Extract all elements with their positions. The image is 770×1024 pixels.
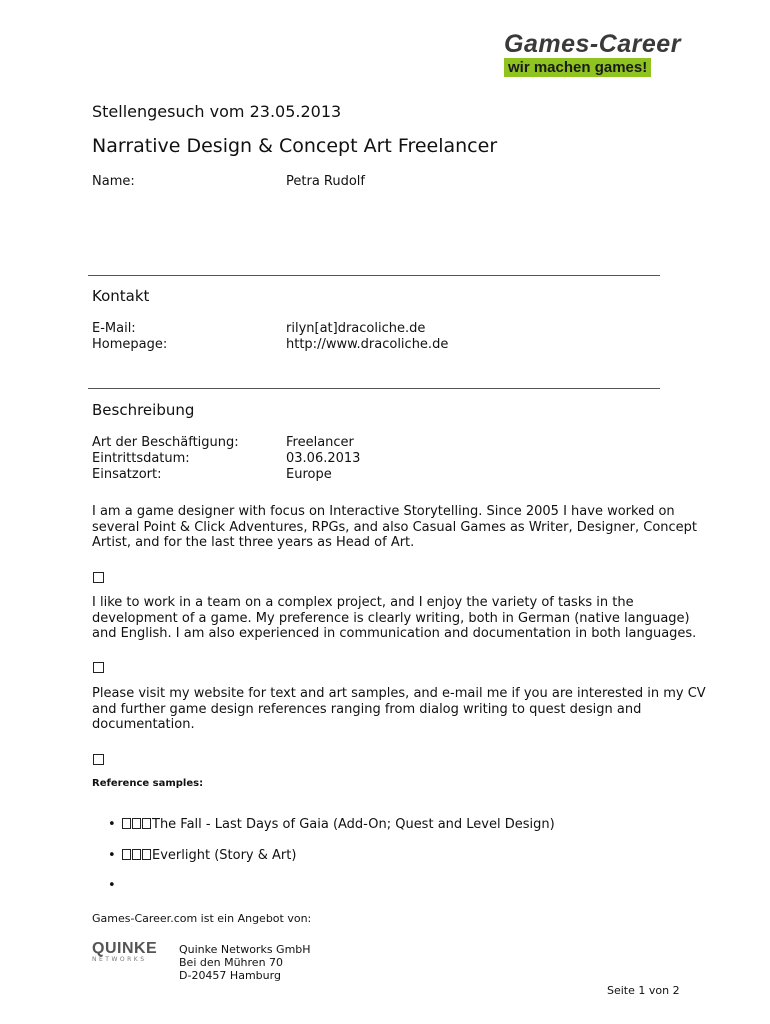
email-value: rilyn[at]dracoliche.de — [286, 321, 426, 336]
list-item — [108, 817, 555, 832]
section-divider — [88, 275, 660, 276]
empty-box-icon — [93, 568, 104, 587]
company-street: Bei den Mühren 70 — [179, 956, 284, 969]
kontakt-heading: Kontakt — [92, 287, 150, 305]
art-label: Art der Beschäftigung: — [92, 435, 239, 450]
bullet-icon: • — [108, 817, 116, 832]
company-city: D-20457 Hamburg — [179, 969, 281, 982]
reference-item: The Fall - Last Days of Gaia (Add-On; Quest and Level Design) — [152, 817, 555, 832]
description-paragraph: I like to work in a team on a complex project, and I enjoy the variety of tasks in the development of a game. My preference is clearly writing, both in German (native language) and English. I am also experienced in communication and documentation in both languages. — [92, 595, 697, 641]
logo-wordmark: Games-Career — [504, 30, 681, 58]
description-paragraph: I am a game designer with focus on Interactive Storytelling. Since 2005 I have worked on several Point & Click Adventures, RPGs, and also Casual Games as Writer, Designer, Concept Artist, and for the last three years as Head of Art. — [92, 504, 698, 550]
quinke-subtitle: NETWORKS — [92, 956, 147, 963]
reference-heading: Reference samples: — [92, 778, 204, 789]
bullet-icon: • — [108, 848, 116, 863]
name-value: Petra Rudolf — [286, 174, 365, 189]
quinke-logo — [92, 940, 162, 970]
list-item — [108, 878, 122, 893]
section-divider — [88, 388, 660, 389]
beschreibung-heading: Beschreibung — [92, 401, 195, 419]
description-paragraph: Please visit my website for text and art samples, and e-mail me if you are interested in my CV and further game design references ranging from dialog writing to quest design and documentation. — [92, 686, 706, 732]
box-glyph-icon — [122, 848, 152, 863]
footer-offer-line: Games-Career.com ist ein Angebot von: — [92, 912, 312, 925]
games-career-logo — [504, 30, 730, 82]
reference-item: Everlight (Story & Art) — [152, 848, 297, 863]
company-name: Quinke Networks GmbH — [179, 943, 311, 956]
homepage-link[interactable]: http://www.dracoliche.de — [286, 337, 449, 352]
page-number: Seite 1 von 2 — [607, 984, 680, 997]
homepage-label: Homepage: — [92, 337, 168, 352]
einsatz-value: Europe — [286, 467, 332, 482]
empty-box-icon — [93, 658, 104, 677]
eintritt-value: 03.06.2013 — [286, 451, 361, 466]
document-title: Narrative Design & Concept Art Freelancer — [92, 135, 498, 157]
quinke-wordmark: QUINKE — [92, 940, 158, 957]
art-value: Freelancer — [286, 435, 354, 450]
list-item — [108, 848, 296, 863]
bullet-icon: • — [108, 878, 116, 893]
email-label: E-Mail: — [92, 321, 136, 336]
empty-box-icon — [93, 750, 104, 769]
box-glyph-icon — [122, 817, 152, 832]
eintritt-label: Eintrittsdatum: — [92, 451, 190, 466]
einsatz-label: Einsatzort: — [92, 467, 162, 482]
name-label: Name: — [92, 174, 135, 189]
document-date: Stellengesuch vom 23.05.2013 — [92, 102, 342, 121]
logo-tagline: wir machen games! — [504, 58, 651, 77]
